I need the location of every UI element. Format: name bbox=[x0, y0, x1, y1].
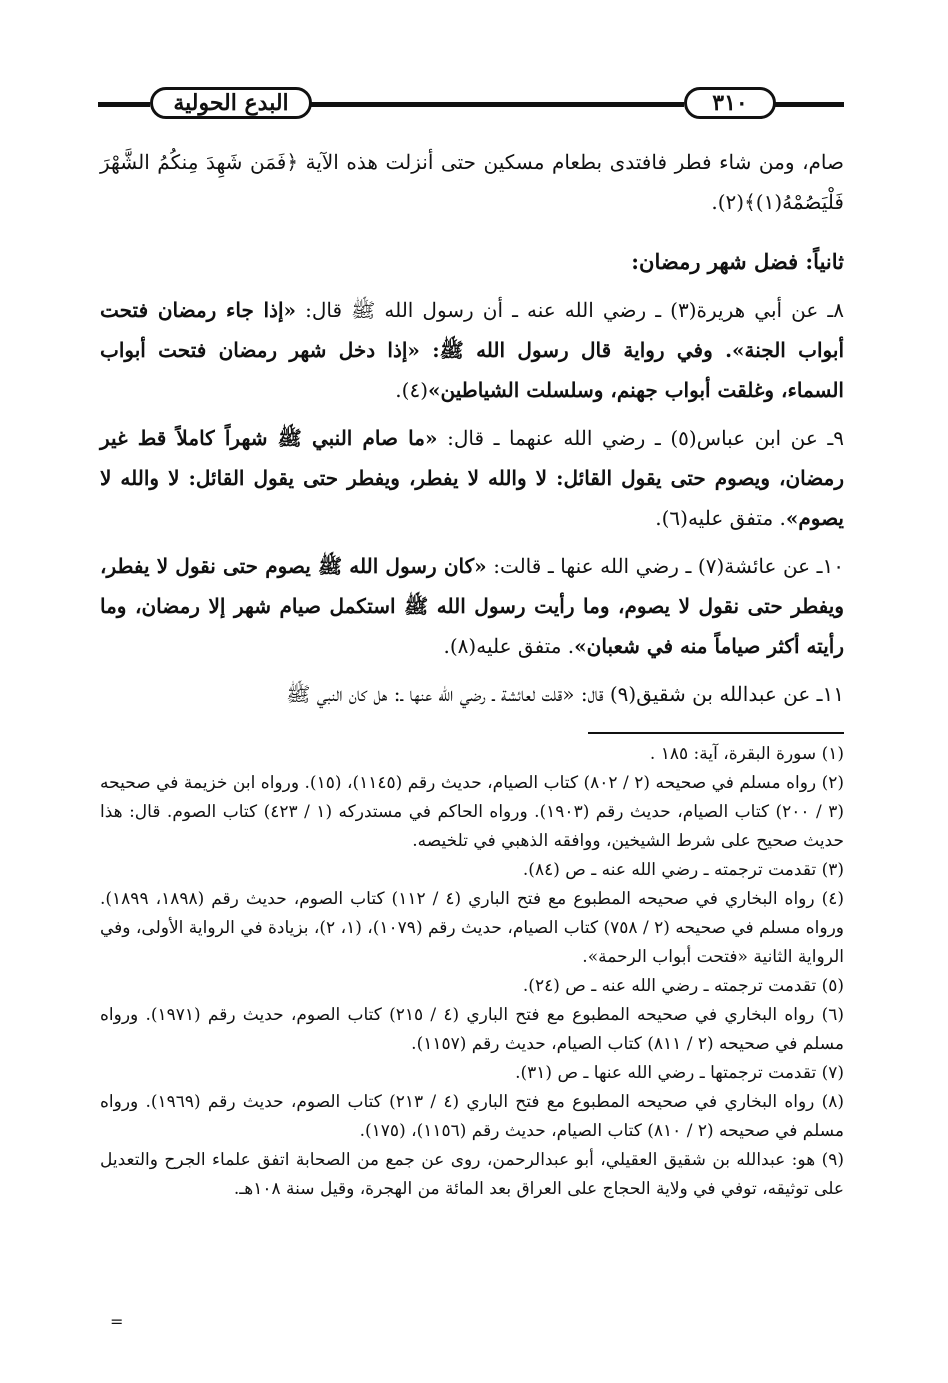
footnote-3: (٣) تقدمت ترجمته ـ رضي الله عنه ـ ص (٨٤). bbox=[522, 860, 844, 880]
hadith-10 bbox=[100, 546, 844, 666]
page-number: ٣١٠ bbox=[684, 87, 776, 119]
header-rule-left bbox=[98, 102, 150, 107]
continuation-paragraph: صام، ومن شاء فطر فافتدى بطعام مسكين حتى أنزلت هذه الآية ﴿فَمَن شَهِدَ مِنكُمُ الشَّهْرَ فَلْيَصُمْهُ(١)﴾(٢). bbox=[100, 150, 844, 214]
hadith-9-text: «ما صام النبي ﷺ شهراً كاملاً قط غير رمضان، ويصوم حتى يقول القائل: لا والله لا يفطر، ويفطر حتى يقول القائل: لا والله لا يصوم» bbox=[100, 426, 844, 530]
hadith-10-intro: ١٠ـ عن عائشة(٧) ـ رضي الله عنها ـ قالت: bbox=[486, 554, 845, 578]
hadith-8-intro: ٨ـ عن أبي هريرة(٣) ـ رضي الله عنه ـ أن رسول الله ﷺ قال: bbox=[296, 298, 844, 322]
hadith-11 bbox=[100, 674, 844, 714]
footnote-8: (٨) رواه البخاري في صحيحه المطبوع مع فتح الباري (٤ / ٢١٣) كتاب الصوم، حديث رقم (١٩٦٩). ورواه مسلم في صحيحه (٢ / ٨١٠) كتاب الصيام، حديث رقم (١١٥٦)، (١٧٥). bbox=[100, 1092, 845, 1141]
hadith-9 bbox=[100, 418, 844, 538]
footnote-7: (٧) تقدمت ترجمتها ـ رضي الله عنها ـ ص (٣١). bbox=[515, 1063, 844, 1083]
footnote-5: (٥) تقدمت ترجمته ـ رضي الله عنه ـ ص (٢٤). bbox=[522, 976, 844, 996]
book-title: البدع الحولية bbox=[150, 87, 312, 119]
hadith-8 bbox=[100, 290, 844, 410]
hadith-10-tail: . متفق عليه(٨). bbox=[443, 634, 575, 658]
header-rule-middle bbox=[310, 102, 684, 107]
footnote-divider bbox=[588, 732, 844, 734]
footnote-2: (٢) رواه مسلم في صحيحه (٢ / ٨٠٢) كتاب الصيام، حديث رقم (١١٤٥)، (١٥). ورواه ابن خزيمة في صحيحه (٣ / ٢٠٠) كتاب الصيام، حديث رقم (١٩٠٣). ورواه الحاكم في مستدركه (١ / ٤٢٣) كتاب الصوم. قال: هذا حديث صحيح على شرط الشيخين، ووافقه الذهبي في تلخيصه. bbox=[100, 773, 845, 851]
hadith-9-tail: . متفق عليه(٦). bbox=[655, 506, 786, 530]
footnote-9: (٩) هو: عبدالله بن شقيق العقيلي، أبو عبدالرحمن، روى عن جمع من الصحابة اتفق علماء الجرح والتعديل على توثيقه، توفي في ولاية الحجاج على العراق بعد المائة من الهجرة، وقيل سنة ١٠٨هـ. bbox=[100, 1150, 844, 1199]
header-rule-right bbox=[774, 102, 844, 107]
footnote-1: (١) سورة البقرة، آية: ١٨٥ . bbox=[649, 744, 844, 764]
hadith-9-intro: ٩ـ عن ابن عباس(٥) ـ رضي الله عنهما ـ قال: bbox=[437, 426, 844, 450]
page-header bbox=[98, 84, 844, 124]
footnote-4: (٤) رواه البخاري في صحيحه المطبوع مع فتح الباري (٤ / ١١٢) كتاب الصوم، حديث رقم (١٨٩٨، ١٨٩٩). ورواه مسلم في صحيحه (٢ / ٧٥٨) كتاب الصيام، حديث رقم (١٠٧٩)، (١، ٢)، بزيادة في الرواية الأولى، وفي الرواية الثانية «فتحت أبواب الرحمة». bbox=[100, 889, 845, 967]
section-title: ثانياً: فضل شهر رمضان: bbox=[631, 249, 844, 274]
footnote-6: (٦) رواه البخاري في صحيحه المطبوع مع فتح الباري (٤ / ٢١٥) كتاب الصوم، حديث رقم (١٩٧١). ورواه مسلم في صحيحه (٢ / ٨١١) كتاب الصيام، حديث رقم (١١٥٧). bbox=[100, 1005, 845, 1054]
hadith-8-text: «إذا جاء رمضان فتحت أبواب الجنة». وفي رواية قال رسول الله ﷺ: «إذا دخل شهر رمضان فتحت أبواب السماء، وغلقت أبواب جهنم، وسلسلت الشياطين» bbox=[100, 298, 844, 402]
hadith-11-intro: ١١ـ عن عبدالله بن شقيق(٩) قال: «قلت لعائشة ـ رضي الله عنها ـ: هل كان النبي ﷺ bbox=[286, 682, 844, 706]
margin-mark: = bbox=[110, 1312, 124, 1331]
hadith-8-tail: (٤). bbox=[395, 378, 429, 402]
footnotes bbox=[100, 740, 844, 1204]
hadith-10-text: «كان رسول الله ﷺ يصوم حتى نقول لا يفطر، ويفطر حتى نقول لا يصوم، وما رأيت رسول الله ﷺ استكمل صيام شهر إلا رمضان، وما رأيته أكثر صياماً منه في شعبان» bbox=[100, 554, 844, 658]
main-text bbox=[100, 142, 844, 714]
